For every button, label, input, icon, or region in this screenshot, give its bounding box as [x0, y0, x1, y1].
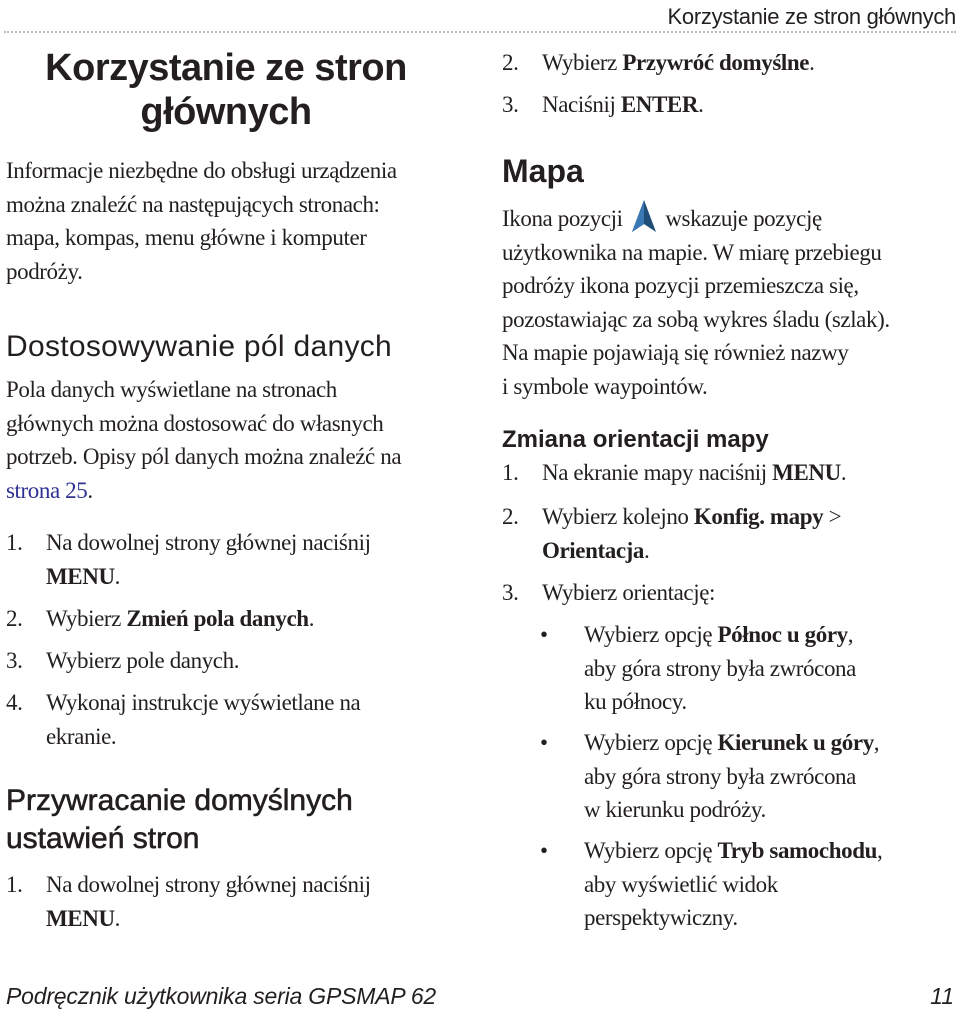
restore-step-1: 1. Na dowolnej strony głównej naciśnij MENU. — [6, 872, 371, 931]
footer-manual-title: Podręcznik użytkownika seria GPSMAP 62 — [6, 983, 437, 1009]
running-head: Korzystanie ze stron głównych — [667, 4, 956, 29]
heading-restore: Przywracanie domyślnych ustawień stron — [6, 784, 353, 855]
page-title-line1: Korzystanie ze stron — [45, 47, 407, 89]
orientation-step-1: 1. Na ekranie mapy naciśnij MENU. — [502, 460, 847, 485]
menu-option: Orientacja — [542, 537, 645, 563]
orientation-bullet-1: • Wybierz opcję Północ u góry, aby góra strony była zwrócona ku północy. — [540, 622, 856, 714]
menu-option: Przywróć domyślne — [622, 50, 810, 75]
heading-data-fields: Dostosowywanie pól danych — [6, 330, 393, 363]
heading-orientation: Zmiana orientacji mapy — [502, 426, 769, 453]
data-fields-step-4: 4. Wykonaj instrukcje wyświetlane na ekranie. — [6, 690, 361, 749]
menu-key: MENU — [772, 460, 841, 485]
menu-key: MENU — [46, 905, 115, 931]
position-arrow-icon — [630, 198, 658, 234]
heading-map: Mapa — [502, 153, 584, 189]
data-fields-step-2: 2. Wybierz Zmień pola danych. — [6, 606, 315, 631]
data-fields-paragraph: Pola danych wyświetlane na stronach głównych można dostosować do własnych potrzeb. Opisy pól danych można znaleźć na strona 25. — [6, 377, 402, 503]
data-fields-step-3: 3. Wybierz pole danych. — [6, 648, 240, 673]
menu-option: Tryb samochodu — [717, 838, 877, 863]
enter-key: ENTER — [620, 92, 699, 117]
menu-option: Kierunek u góry — [717, 730, 874, 755]
page-title — [6, 46, 446, 134]
orientation-step-2: 2. Wybierz kolejno Konfig. mapy > Orientacja. — [502, 504, 842, 563]
header-rule — [4, 31, 956, 33]
restore-step-3: 3. Naciśnij ENTER. — [502, 92, 704, 117]
menu-key: MENU — [46, 563, 115, 589]
menu-option: Konfig. mapy — [693, 504, 824, 529]
page-title-line2: głównych — [140, 91, 312, 133]
intro-paragraph: Informacje niezbędne do obsługi urządzenia można znaleźć na następujących stronach: mapa, kompas, menu główne i komputer podróży. — [6, 158, 397, 284]
orientation-bullet-3: • Wybierz opcję Tryb samochodu, aby wyświetlić widok perspektywiczny. — [540, 838, 883, 930]
menu-option: Zmień pola danych — [126, 606, 309, 631]
menu-option: Północ u góry — [717, 622, 848, 647]
map-paragraph: Ikona pozycji wskazuje pozycję użytkownika na mapie. W miarę przebiegu podróży ikona pozycji przemieszcza się, pozostawiając za sobą wykres śladu (szlak). Na mapie pojawiają się również nazwy i symbole waypointów. — [502, 198, 958, 403]
footer-page-number: 11 — [930, 983, 954, 1009]
data-fields-step-1: 1. Na dowolnej strony głównej naciśnij MENU. — [6, 530, 371, 589]
page-link[interactable]: strona 25 — [6, 477, 88, 503]
restore-step-2: 2. Wybierz Przywróć domyślne. — [502, 50, 815, 75]
orientation-bullet-2: • Wybierz opcję Kierunek u góry, aby góra strony była zwrócona w kierunku podróży. — [540, 730, 880, 822]
orientation-step-3: 3. Wybierz orientację: — [502, 580, 715, 605]
